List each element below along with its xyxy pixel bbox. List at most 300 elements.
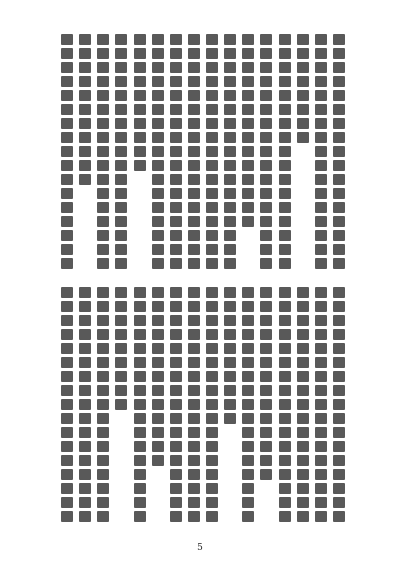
text-glyph <box>333 146 345 157</box>
text-glyph <box>279 202 291 213</box>
text-glyph <box>115 441 127 452</box>
text-glyph <box>242 132 254 143</box>
text-glyph <box>115 174 127 185</box>
text-glyph <box>315 315 327 326</box>
text-glyph <box>79 258 91 269</box>
text-glyph <box>134 455 146 466</box>
text-glyph <box>224 76 236 87</box>
text-glyph <box>206 385 218 396</box>
text-glyph <box>97 90 109 101</box>
text-glyph <box>242 511 254 522</box>
text-glyph <box>297 118 309 129</box>
text-glyph <box>206 174 218 185</box>
text-glyph <box>97 34 109 45</box>
text-glyph <box>170 230 182 241</box>
text-glyph <box>206 329 218 340</box>
text-glyph <box>152 146 164 157</box>
text-glyph <box>224 118 236 129</box>
text-glyph <box>206 301 218 312</box>
text-glyph <box>297 104 309 115</box>
text-glyph <box>315 104 327 115</box>
text-glyph <box>134 174 146 185</box>
text-glyph <box>170 315 182 326</box>
text-glyph <box>224 188 236 199</box>
text-glyph <box>242 399 254 410</box>
text-glyph <box>333 357 345 368</box>
text-glyph <box>297 216 309 227</box>
text-glyph <box>115 48 127 59</box>
text-glyph <box>279 455 291 466</box>
text-glyph <box>79 62 91 73</box>
text-glyph <box>115 244 127 255</box>
text-glyph <box>297 511 309 522</box>
text-column <box>78 34 93 272</box>
text-glyph <box>188 287 200 298</box>
text-glyph <box>152 385 164 396</box>
text-glyph <box>170 497 182 508</box>
text-glyph <box>61 357 73 368</box>
text-glyph <box>97 188 109 199</box>
text-glyph <box>242 371 254 382</box>
text-glyph <box>333 287 345 298</box>
text-glyph <box>188 455 200 466</box>
text-glyph <box>134 146 146 157</box>
text-glyph <box>242 427 254 438</box>
text-glyph <box>224 385 236 396</box>
text-glyph <box>315 287 327 298</box>
text-glyph <box>188 146 200 157</box>
text-glyph <box>260 441 272 452</box>
text-glyph <box>242 441 254 452</box>
text-column <box>259 287 274 525</box>
text-glyph <box>242 118 254 129</box>
text-glyph <box>242 188 254 199</box>
text-glyph <box>333 244 345 255</box>
text-glyph <box>242 90 254 101</box>
text-glyph <box>79 511 91 522</box>
text-glyph <box>297 483 309 494</box>
text-glyph <box>224 483 236 494</box>
text-glyph <box>97 258 109 269</box>
text-glyph <box>170 357 182 368</box>
text-glyph <box>79 244 91 255</box>
text-glyph <box>260 287 272 298</box>
text-glyph <box>315 244 327 255</box>
text-glyph <box>170 413 182 424</box>
text-glyph <box>61 258 73 269</box>
text-glyph <box>315 427 327 438</box>
text-glyph <box>206 202 218 213</box>
text-glyph <box>333 48 345 59</box>
text-glyph <box>152 174 164 185</box>
text-glyph <box>152 497 164 508</box>
text-glyph <box>279 399 291 410</box>
text-glyph <box>152 244 164 255</box>
text-glyph <box>115 413 127 424</box>
text-glyph <box>260 188 272 199</box>
text-glyph <box>242 230 254 241</box>
text-glyph <box>61 104 73 115</box>
text-glyph <box>260 104 272 115</box>
text-glyph <box>61 188 73 199</box>
text-glyph <box>79 188 91 199</box>
text-glyph <box>97 301 109 312</box>
text-glyph <box>188 399 200 410</box>
text-glyph <box>242 357 254 368</box>
text-glyph <box>115 76 127 87</box>
text-glyph <box>297 202 309 213</box>
text-glyph <box>134 48 146 59</box>
text-glyph <box>134 497 146 508</box>
text-glyph <box>206 62 218 73</box>
text-glyph <box>315 511 327 522</box>
text-glyph <box>170 132 182 143</box>
text-glyph <box>242 301 254 312</box>
text-glyph <box>61 48 73 59</box>
text-glyph <box>206 48 218 59</box>
text-glyph <box>170 202 182 213</box>
text-glyph <box>224 258 236 269</box>
text-glyph <box>260 76 272 87</box>
text-glyph <box>242 174 254 185</box>
text-glyph <box>79 160 91 171</box>
text-glyph <box>134 244 146 255</box>
text-glyph <box>152 329 164 340</box>
text-glyph <box>279 160 291 171</box>
text-block-top <box>58 34 348 272</box>
text-glyph <box>170 244 182 255</box>
text-glyph <box>333 399 345 410</box>
text-glyph <box>170 329 182 340</box>
text-glyph <box>188 118 200 129</box>
text-glyph <box>242 62 254 73</box>
text-glyph <box>79 146 91 157</box>
text-glyph <box>61 202 73 213</box>
text-column <box>150 287 165 525</box>
text-glyph <box>297 287 309 298</box>
text-glyph <box>315 188 327 199</box>
text-glyph <box>279 469 291 480</box>
text-glyph <box>297 258 309 269</box>
text-glyph <box>242 244 254 255</box>
text-glyph <box>260 427 272 438</box>
text-glyph <box>333 62 345 73</box>
text-glyph <box>224 216 236 227</box>
text-glyph <box>170 469 182 480</box>
text-glyph <box>206 399 218 410</box>
text-glyph <box>170 76 182 87</box>
text-glyph <box>260 315 272 326</box>
text-glyph <box>315 483 327 494</box>
text-glyph <box>170 427 182 438</box>
text-glyph <box>115 455 127 466</box>
text-glyph <box>315 34 327 45</box>
text-glyph <box>134 301 146 312</box>
text-glyph <box>97 76 109 87</box>
text-glyph <box>333 497 345 508</box>
text-glyph <box>188 371 200 382</box>
text-glyph <box>279 76 291 87</box>
text-glyph <box>279 118 291 129</box>
text-glyph <box>315 455 327 466</box>
text-glyph <box>79 216 91 227</box>
text-glyph <box>242 329 254 340</box>
text-glyph <box>115 230 127 241</box>
text-glyph <box>242 160 254 171</box>
text-glyph <box>260 244 272 255</box>
text-glyph <box>115 371 127 382</box>
text-glyph <box>61 483 73 494</box>
text-glyph <box>242 385 254 396</box>
text-glyph <box>152 76 164 87</box>
text-glyph <box>224 455 236 466</box>
text-glyph <box>315 301 327 312</box>
text-glyph <box>279 371 291 382</box>
text-glyph <box>242 287 254 298</box>
text-glyph <box>61 230 73 241</box>
text-glyph <box>79 202 91 213</box>
text-glyph <box>279 413 291 424</box>
text-glyph <box>206 511 218 522</box>
text-glyph <box>333 301 345 312</box>
text-glyph <box>188 62 200 73</box>
text-glyph <box>115 497 127 508</box>
text-column <box>186 287 201 525</box>
text-glyph <box>61 62 73 73</box>
text-glyph <box>152 230 164 241</box>
text-column <box>205 287 220 525</box>
text-glyph <box>61 469 73 480</box>
text-glyph <box>315 146 327 157</box>
text-glyph <box>224 329 236 340</box>
text-glyph <box>134 329 146 340</box>
text-glyph <box>206 104 218 115</box>
text-column <box>114 34 129 272</box>
text-glyph <box>152 104 164 115</box>
text-glyph <box>206 315 218 326</box>
text-glyph <box>297 441 309 452</box>
text-glyph <box>79 371 91 382</box>
text-glyph <box>333 371 345 382</box>
text-glyph <box>152 357 164 368</box>
text-glyph <box>152 413 164 424</box>
text-glyph <box>260 230 272 241</box>
text-glyph <box>170 118 182 129</box>
text-glyph <box>206 160 218 171</box>
text-glyph <box>134 399 146 410</box>
text-glyph <box>224 357 236 368</box>
text-glyph <box>188 174 200 185</box>
text-glyph <box>297 315 309 326</box>
text-glyph <box>79 497 91 508</box>
text-glyph <box>188 329 200 340</box>
text-glyph <box>206 455 218 466</box>
text-glyph <box>134 287 146 298</box>
text-glyph <box>224 202 236 213</box>
text-glyph <box>170 160 182 171</box>
text-glyph <box>260 202 272 213</box>
text-glyph <box>134 315 146 326</box>
text-glyph <box>279 62 291 73</box>
text-glyph <box>279 230 291 241</box>
text-glyph <box>206 118 218 129</box>
text-glyph <box>170 399 182 410</box>
text-glyph <box>97 413 109 424</box>
text-glyph <box>315 357 327 368</box>
text-glyph <box>206 483 218 494</box>
text-glyph <box>79 287 91 298</box>
text-glyph <box>206 230 218 241</box>
text-glyph <box>315 371 327 382</box>
text-glyph <box>152 469 164 480</box>
text-glyph <box>224 244 236 255</box>
text-glyph <box>188 441 200 452</box>
text-glyph <box>315 385 327 396</box>
text-column <box>259 34 274 272</box>
text-glyph <box>134 132 146 143</box>
text-glyph <box>134 188 146 199</box>
text-glyph <box>279 301 291 312</box>
text-glyph <box>61 455 73 466</box>
text-glyph <box>224 441 236 452</box>
text-column <box>331 287 346 525</box>
text-glyph <box>170 258 182 269</box>
text-glyph <box>279 132 291 143</box>
text-glyph <box>333 34 345 45</box>
text-glyph <box>79 469 91 480</box>
text-glyph <box>188 413 200 424</box>
text-glyph <box>260 329 272 340</box>
text-glyph <box>61 441 73 452</box>
text-glyph <box>134 357 146 368</box>
text-glyph <box>115 90 127 101</box>
text-glyph <box>224 230 236 241</box>
text-glyph <box>115 329 127 340</box>
text-glyph <box>188 104 200 115</box>
text-glyph <box>134 258 146 269</box>
text-glyph <box>170 343 182 354</box>
text-glyph <box>315 329 327 340</box>
text-glyph <box>134 90 146 101</box>
text-glyph <box>97 441 109 452</box>
text-column <box>186 34 201 272</box>
text-glyph <box>297 371 309 382</box>
text-glyph <box>279 441 291 452</box>
text-glyph <box>279 497 291 508</box>
text-glyph <box>315 132 327 143</box>
text-glyph <box>188 244 200 255</box>
text-glyph <box>333 441 345 452</box>
text-glyph <box>97 399 109 410</box>
text-glyph <box>224 287 236 298</box>
text-glyph <box>206 76 218 87</box>
text-glyph <box>297 90 309 101</box>
text-glyph <box>152 371 164 382</box>
text-glyph <box>315 174 327 185</box>
text-glyph <box>188 357 200 368</box>
text-glyph <box>115 385 127 396</box>
text-glyph <box>61 76 73 87</box>
text-glyph <box>315 118 327 129</box>
text-glyph <box>115 132 127 143</box>
text-glyph <box>152 118 164 129</box>
text-glyph <box>134 413 146 424</box>
text-glyph <box>61 511 73 522</box>
text-glyph <box>297 301 309 312</box>
text-glyph <box>134 343 146 354</box>
text-glyph <box>279 287 291 298</box>
text-glyph <box>170 62 182 73</box>
text-glyph <box>297 427 309 438</box>
text-glyph <box>188 216 200 227</box>
text-glyph <box>97 427 109 438</box>
text-glyph <box>315 62 327 73</box>
text-glyph <box>206 441 218 452</box>
text-glyph <box>188 427 200 438</box>
text-glyph <box>315 202 327 213</box>
text-glyph <box>297 76 309 87</box>
text-glyph <box>260 455 272 466</box>
text-glyph <box>260 343 272 354</box>
text-glyph <box>224 511 236 522</box>
text-glyph <box>279 385 291 396</box>
text-glyph <box>79 385 91 396</box>
text-column <box>132 287 147 525</box>
text-glyph <box>115 511 127 522</box>
text-glyph <box>315 258 327 269</box>
text-glyph <box>61 160 73 171</box>
text-column <box>205 34 220 272</box>
text-glyph <box>170 34 182 45</box>
text-glyph <box>115 315 127 326</box>
text-glyph <box>188 315 200 326</box>
text-glyph <box>279 34 291 45</box>
text-glyph <box>61 118 73 129</box>
text-glyph <box>333 343 345 354</box>
text-column <box>150 34 165 272</box>
text-glyph <box>97 202 109 213</box>
text-glyph <box>79 413 91 424</box>
text-glyph <box>206 90 218 101</box>
text-glyph <box>206 216 218 227</box>
text-glyph <box>242 315 254 326</box>
text-glyph <box>242 413 254 424</box>
text-glyph <box>170 483 182 494</box>
text-glyph <box>333 104 345 115</box>
text-glyph <box>134 230 146 241</box>
text-glyph <box>61 90 73 101</box>
text-glyph <box>188 34 200 45</box>
text-glyph <box>79 90 91 101</box>
text-glyph <box>79 76 91 87</box>
text-glyph <box>279 216 291 227</box>
text-glyph <box>206 497 218 508</box>
text-glyph <box>279 244 291 255</box>
text-glyph <box>206 469 218 480</box>
text-glyph <box>170 188 182 199</box>
text-glyph <box>61 301 73 312</box>
text-glyph <box>224 343 236 354</box>
text-glyph <box>188 90 200 101</box>
text-glyph <box>79 427 91 438</box>
text-glyph <box>224 160 236 171</box>
text-glyph <box>61 427 73 438</box>
text-column <box>295 34 310 272</box>
text-glyph <box>297 132 309 143</box>
text-glyph <box>61 385 73 396</box>
text-glyph <box>152 90 164 101</box>
text-glyph <box>152 511 164 522</box>
